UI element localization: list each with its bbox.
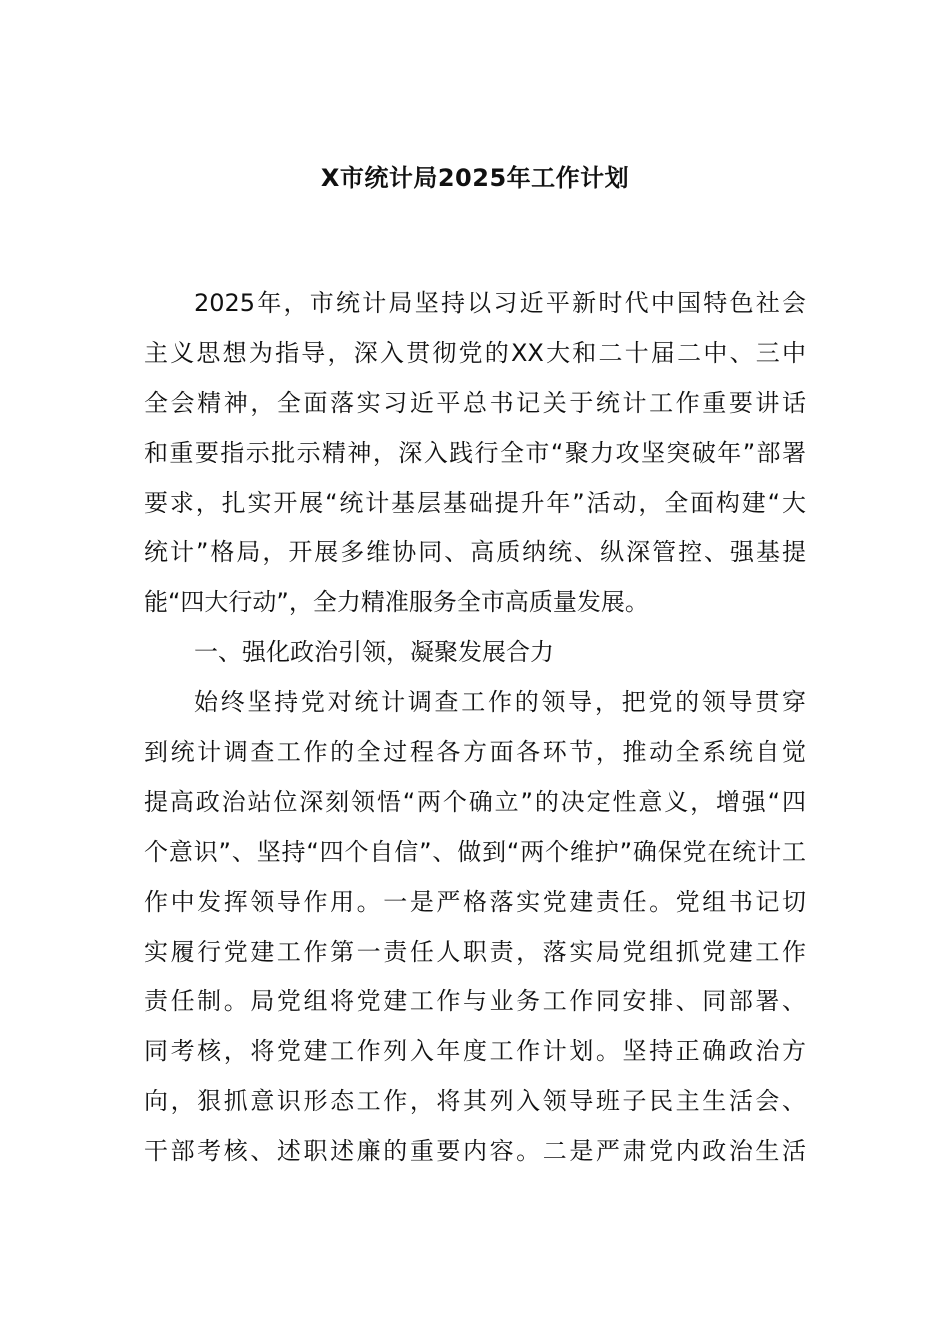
section-heading: 一、强化政治引领，凝聚发展合力 bbox=[194, 638, 554, 667]
paragraph-line: 全会精神，全面落实习近平总书记关于统计工作重要讲话 bbox=[144, 388, 806, 417]
paragraph-line: 干部考核、述职述廉的重要内容。二是严肃党内政治生活 bbox=[144, 1137, 806, 1166]
paragraph-line: 2025年，市统计局坚持以习近平新时代中国特色社会 bbox=[194, 289, 806, 317]
paragraph-line: 提高政治站位深刻领悟“两个确立”的决定性意义，增强“四 bbox=[144, 787, 806, 816]
paragraph-line: 个意识”、坚持“四个自信”、做到“两个维护”确保党在统计工 bbox=[144, 837, 806, 866]
paragraph-line: 统计”格局，开展多维协同、高质纳统、纵深管控、强基提 bbox=[144, 538, 806, 567]
paragraph-line: 责任制。局党组将党建工作与业务工作同安排、同部署、 bbox=[144, 987, 806, 1016]
paragraph-line: 始终坚持党对统计调查工作的领导，把党的领导贯穿 bbox=[194, 688, 806, 717]
paragraph-line: 能“四大行动”，全力精准服务全市高质量发展。 bbox=[144, 588, 649, 617]
document-title: X市统计局2025年工作计划 bbox=[320, 164, 630, 192]
paragraph-line: 实履行党建工作第一责任人职责，落实局党组抓党建工作 bbox=[144, 937, 806, 966]
paragraph-line: 和重要指示批示精神，深入践行全市“聚力攻坚突破年”部署 bbox=[144, 438, 806, 467]
paragraph-line: 到统计调查工作的全过程各方面各环节，推动全系统自觉 bbox=[144, 738, 806, 767]
paragraph-line: 向，狠抓意识形态工作，将其列入领导班子民主生活会、 bbox=[144, 1087, 806, 1116]
paragraph-line: 作中发挥领导作用。一是严格落实党建责任。党组书记切 bbox=[144, 887, 806, 916]
document-body bbox=[144, 279, 806, 1177]
paragraph-line: 主义思想为指导，深入贯彻党的XX大和二十届二中、三中 bbox=[144, 338, 806, 367]
paragraph-line: 同考核，将党建工作列入年度工作计划。坚持正确政治方 bbox=[144, 1037, 806, 1066]
paragraph-line: 要求，扎实开展“统计基层基础提升年”活动，全面构建“大 bbox=[144, 488, 806, 517]
